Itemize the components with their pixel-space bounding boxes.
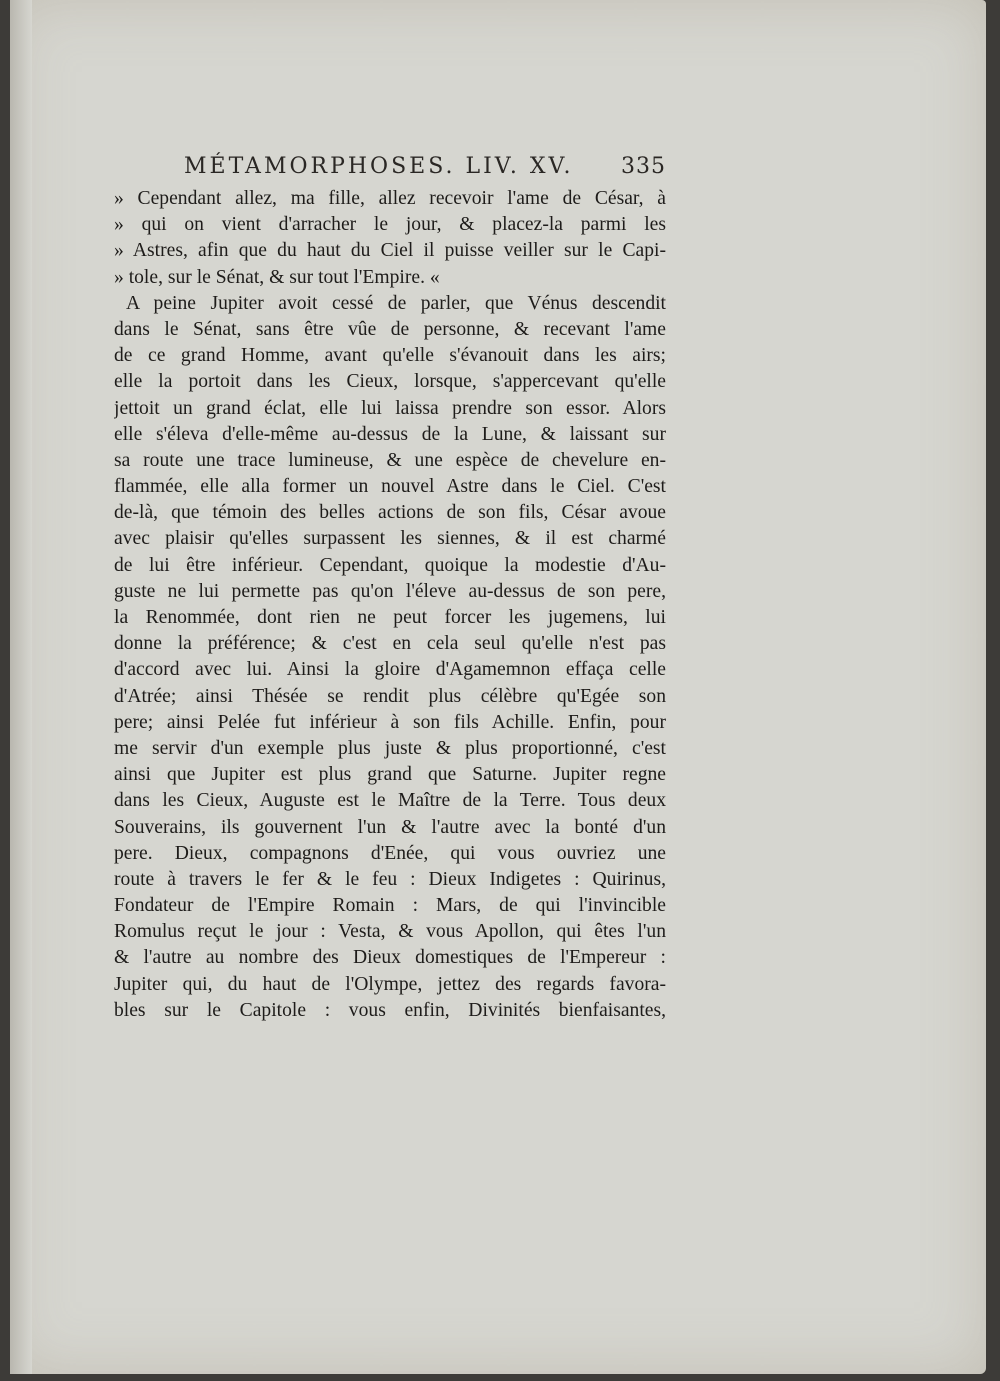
running-title: MÉTAMORPHOSES. LIV. XV.: [184, 154, 574, 179]
text-line: Romulus reçut le jour : Vesta, & vous Apollon, qui êtes l'un: [114, 921, 666, 943]
text-line: jettoit un grand éclat, elle lui laissa prendre son essor. Alors: [114, 397, 666, 419]
text-line: Jupiter qui, du haut de l'Olympe, jettez des regards favora-: [114, 973, 666, 995]
text-line: de lui être inférieur. Cependant, quoique la modestie d'Au-: [114, 554, 666, 576]
page-number: 335: [621, 154, 666, 179]
text-line: route à travers le fer & le feu : Dieux Indigetes : Quirinus,: [114, 868, 666, 890]
text-line: » tole, sur le Sénat, & sur tout l'Empire. «: [114, 266, 440, 288]
text-line: me servir d'un exemple plus juste & plus proportionné, c'est: [114, 737, 666, 759]
text-line: flammée, elle alla former un nouvel Astre dans le Ciel. C'est: [114, 476, 666, 498]
text-line: pere; ainsi Pelée fut inférieur à son fils Achille. Enfin, pour: [114, 711, 666, 733]
text-line: de-là, que témoin des belles actions de son fils, César avoue: [114, 502, 666, 524]
body-text: [114, 186, 666, 1024]
text-line: elle s'éleva d'elle-même au-dessus de la Lune, & laissant sur: [114, 423, 666, 445]
text-line: sa route une trace lumineuse, & une espèce de chevelure en-: [114, 449, 666, 471]
text-line: d'Atrée; ainsi Thésée se rendit plus célèbre qu'Egée son: [114, 685, 666, 707]
page-gutter: [10, 0, 32, 1374]
text-line: guste ne lui permette pas qu'on l'éleve au-dessus de son pere,: [114, 580, 666, 602]
text-line: » qui on vient d'arracher le jour, & placez-la parmi les: [114, 214, 666, 236]
text-line: » Astres, afin que du haut du Ciel il puisse veiller sur le Capi-: [114, 240, 666, 262]
text-line: A peine Jupiter avoit cessé de parler, que Vénus descendit: [126, 292, 666, 314]
text-line: donne la préférence; & c'est en cela seul qu'elle n'est pas: [114, 633, 666, 655]
text-line: pere. Dieux, compagnons d'Enée, qui vous ouvriez une: [114, 842, 666, 864]
text-line: » Cependant allez, ma fille, allez recevoir l'ame de César, à: [114, 188, 666, 209]
text-line: d'accord avec lui. Ainsi la gloire d'Agamemnon effaça celle: [114, 659, 666, 681]
text-line: Fondateur de l'Empire Romain : Mars, de qui l'invincible: [114, 895, 666, 917]
text-line: dans les Cieux, Auguste est le Maître de la Terre. Tous deux: [114, 790, 666, 812]
book-page: [10, 0, 986, 1374]
text-line: & l'autre au nombre des Dieux domestiques de l'Empereur :: [114, 947, 666, 969]
text-line: elle la portoit dans les Cieux, lorsque, s'appercevant qu'elle: [114, 371, 666, 393]
text-line: la Renommée, dont rien ne peut forcer les jugemens, lui: [114, 607, 666, 628]
text-line: ainsi que Jupiter est plus grand que Saturne. Jupiter regne: [114, 764, 666, 786]
text-line: de ce grand Homme, avant qu'elle s'évanouit dans les airs;: [114, 345, 666, 367]
text-line: bles sur le Capitole : vous enfin, Divinités bienfaisantes,: [114, 999, 666, 1021]
text-line: dans le Sénat, sans être vûe de personne, & recevant l'ame: [114, 318, 666, 340]
text-line: avec plaisir qu'elles surpassent les siennes, & il est charmé: [114, 528, 666, 550]
text-line: Souverains, ils gouvernent l'un & l'autre avec la bonté d'un: [114, 816, 666, 838]
page-header: [178, 150, 670, 190]
